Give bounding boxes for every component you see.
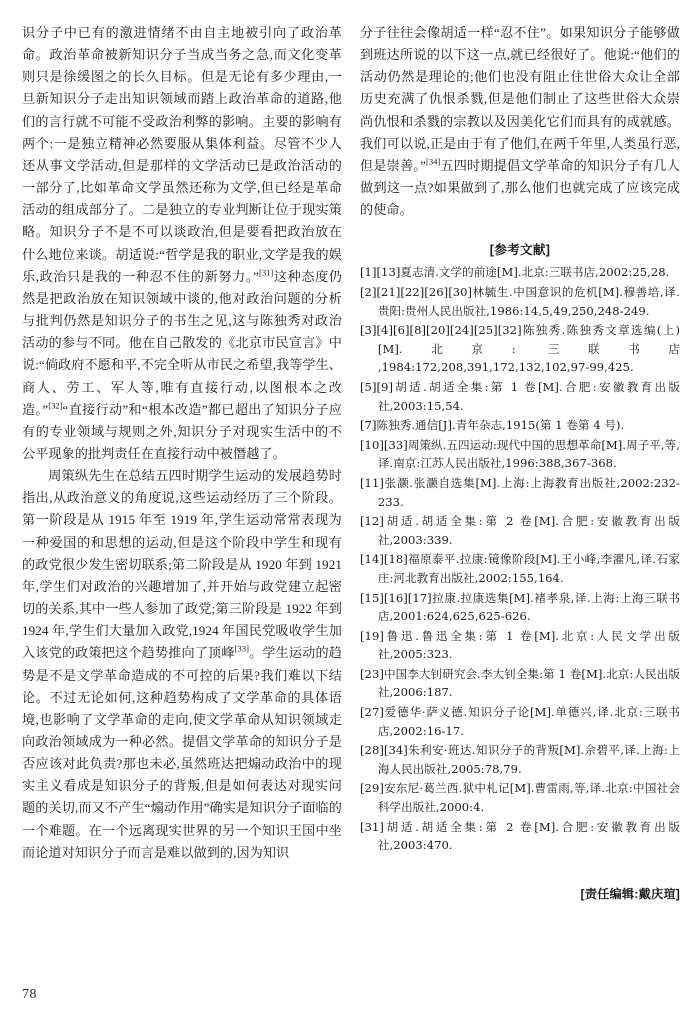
left-column	[22, 22, 342, 902]
left-column-body	[22, 22, 342, 864]
paragraph-text: 。学生运动的趋势是不是文学革命造成的不可控的后果?我们难以下结论。不过无论如何,这种趋势构成了文学革命的具体语境,也影响了文学革命的走向,使文学革命从知识领域走向政治领域成为一种必然。提倡文学革命的知识分子是否应该对此负责?那也未必,虽然班达把煽动政治中的现实主义看成是知识分子的背叛,但是如何表达对现实问题的关切,而又不产生“煽动作用”确实是知识分子面临的一个难题。在一个远离现实世界的另一个知识王国中坐而论道对知识分子而言是难以做到的,因为知识	[22, 645, 342, 860]
right-column	[360, 22, 680, 902]
body-paragraph	[22, 465, 342, 864]
right-column-body	[360, 22, 680, 221]
reference-entry: [5][9]胡适.胡适全集:第 1 卷[M].合肥:安徽教育出版社,2003:15,54.	[360, 379, 680, 413]
two-column-layout	[22, 22, 680, 902]
paragraph-text: 这种态度仍然是把政治放在知识领域中谈的,他对政治问题的分析与批判仍然是知识分子的书生之见,这与陈独秀对政治活动的参与不同。他在自己散发的《北京市民宣言》中说:“倘政府不愿和平,不完全听从市民之希望,我等学生、商人、劳工、军人等,唯有直接行动,以图根本之改造。”	[22, 268, 343, 417]
reference-entry: [28][34]朱利安·班达.知识分子的背叛[M].佘碧平,译.上海:上海人民出版社,2005:78,79.	[360, 743, 680, 776]
reference-entry: [3][4][6][8][20][24][25][32]陈独秀.陈独秀文章选编(上)[M].北京: 三联书店 ,1984:172,208,391,172,132,102,97-99,425.	[360, 323, 680, 375]
reference-entry: [11]张灏.张灏自选集[M].上海:上海教育出版社,2002:232-233.	[360, 475, 680, 509]
reference-entry: [2][21][22][26][30]林毓生.中国意识的危机[M].穆善培,译.贵阳:贵州人民出版社,1986:14,5,49,250,248-249.	[360, 285, 680, 318]
body-paragraph	[360, 22, 680, 221]
reference-entry: [29]安东尼·葛兰西.狱中札记[M].曹雷雨,等,译.北京:中国社会科学出版社,2000:4.	[360, 781, 680, 815]
paragraph-text: 分子往往会像胡适一样“忍不住”。如果知识分子能够做到班达所说的以下这一点,就已经很好了。他说:“他们的活动仍然是理论的;他们也没有阻止住世俗大众让全部历史充满了仇恨杀戮,但是他们制止了这些世俗大众崇尚仇恨和杀戮的宗教以及因美化它们而具有的成就感。我们可以说,正是由于有了他们,在两千年里,人类虽行恶,但是崇善。”	[360, 25, 680, 173]
reference-entry: [27]爱德华·萨义德.知识分子论[M].单德兴,译.北京:三联书店,2002:16-17.	[360, 705, 680, 738]
reference-entry: [23]中国李大钊研究会.李大钊全集:第 1 卷[M].北京:人民出版社,2006:187.	[360, 666, 680, 700]
reference-marker: [31]	[258, 267, 274, 278]
reference-entry: [1][13]夏志清.文学的前途[M].北京:三联书店,2002:25,28.	[360, 265, 670, 280]
reference-entry: [19]鲁迅.鲁迅全集:第 1 卷[M].北京:人民文学出版社,2005:323.	[360, 628, 680, 662]
reference-entry: [31]胡适.胡适全集:第 2 卷[M].合肥:安徽教育出版社,2003:470.	[360, 819, 680, 853]
reference-entry: [15][16][17]拉康.拉康选集[M].褚孝泉,译.上海:上海三联书店,2001:624,625,625-626.	[360, 590, 680, 624]
paragraph-text: 五四时期提倡文学革命的知识分子有几人做到这一点?如果做到了,那么他们也就完成了应该完成的使命。	[360, 157, 680, 218]
reference-marker: [33]	[234, 644, 249, 655]
page-number: 78	[22, 987, 37, 1002]
reference-entry: [12]胡适.胡适全集:第 2 卷[M].合肥:安徽教育出版社,2003:339.	[360, 514, 680, 547]
paragraph-text: 周策纵先生在总结五四时期学生运动的发展趋势时指出,从政治意义的角度说,这些运动经历了三个阶段。第一阶段是从 1915 年至 1919 年,学生运动常常表现为一种爱国的和思想的运动,但是这个阶段中学生和现有的政党很少发生密切联系;第二阶段是从 1920 年到 1921 年,学生们对政治的兴趣增加了,并开始与政党建立起密切的关系,其中一些人参加了政党;第三阶段是 1922 年到 1924 年,学生们大量加入政党,1924 年国民党吸收学生加入该党的政策把这个趋势推向了顶峰	[22, 468, 342, 661]
reference-marker: [34]	[425, 156, 441, 167]
reference-entry: [14][18]福原泰平.拉康:镜像阶段[M].王小峰,李濯凡,译.石家庄:河北教育出版社,2002:155,164.	[360, 552, 680, 585]
references-list	[360, 263, 680, 854]
reference-entry: [7]陈独秀.通信[J].青年杂志,1915(第 1 卷第 4 号).	[360, 418, 625, 433]
references-heading: [参考文献]	[489, 243, 551, 258]
reference-marker: [32]	[48, 400, 63, 411]
body-paragraph	[22, 22, 342, 465]
paragraph-text: 识分子中已有的激进情绪不由自主地被引向了政治革命。政治革命被新知识分子当成当务之急,而文化变革则只是徐缓图之的长久目标。但是无论有多少理由,一旦新知识分子走出知识领域而踏上政治革命的道路,他们的言行就不可能不受政治利弊的影响。主要的影响有两个:一是独立精神必然要服从集体利益。尽管不少人还从事文学活动,但是那样的文学活动已是政治活动的一部分了,比如革命文学虽然还称为文学,但已经是革命活动的组成部分了。二是独立的专业判断让位于现实策略。知识分子不是不可以谈政治,但是要看把政治放在什么地位来谈。胡适说:“哲学是我的职业,文学是我的娱乐,政治只是我的一种忍不住的新努力。”	[22, 25, 342, 284]
responsible-editor-note: [责任编辑:戴庆瑄]	[580, 886, 680, 901]
reference-entry: [10][33]周策纵.五四运动:现代中国的思想革命[M].周子平,等,译.南京:江苏人民出版社,1996:388,367-368.	[360, 437, 680, 471]
paragraph-text: “直接行动”和“根本改造”都已超出了知识分子应有的专业领域与规则之外,知识分子对现实生活中的不公平现象的批判责任在直接行动中被僭越了。	[22, 401, 343, 461]
